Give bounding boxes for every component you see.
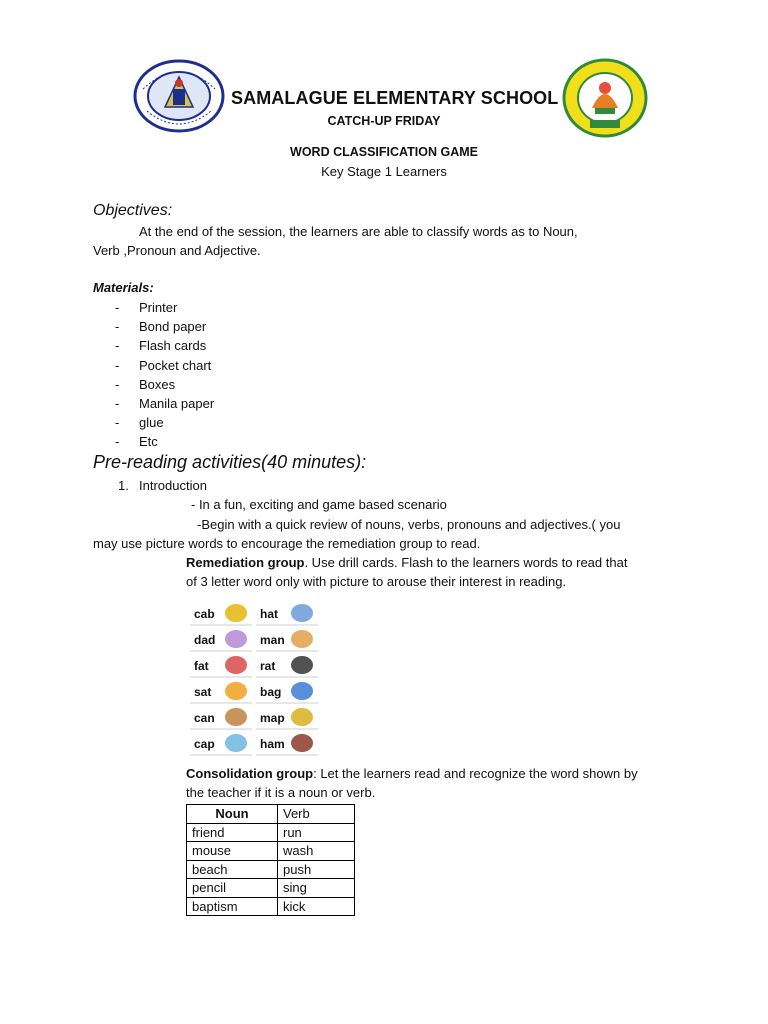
pre-reading-heading: Pre-reading activities(40 minutes): bbox=[93, 452, 367, 472]
noun-cell: baptism bbox=[187, 897, 278, 916]
objectives-text-line1: At the end of the session, the learners are able to classify words as to Noun, bbox=[139, 224, 578, 239]
drill-card-word: map bbox=[260, 711, 285, 725]
verb-cell: wash bbox=[278, 842, 355, 861]
noun-cell: mouse bbox=[187, 842, 278, 861]
drill-card-picture-icon bbox=[291, 734, 313, 752]
drill-card-word: cab bbox=[194, 607, 215, 621]
verb-cell: push bbox=[278, 860, 355, 879]
verb-cell: sing bbox=[278, 879, 355, 898]
consolidation-label: Consolidation group bbox=[186, 766, 314, 781]
table-row bbox=[187, 897, 355, 916]
remediation-line1: Remediation group. Use drill cards. Flash to the learners words to read that bbox=[186, 555, 628, 570]
drill-card-picture-icon bbox=[291, 630, 313, 648]
drill-card-word: man bbox=[260, 633, 285, 647]
remediation-label: Remediation group bbox=[186, 555, 305, 570]
list-item: - Flash cards bbox=[115, 338, 207, 354]
intro-label: Introduction bbox=[139, 478, 207, 493]
noun-cell: pencil bbox=[187, 879, 278, 898]
noun-verb-table bbox=[186, 804, 355, 916]
drill-card-word: ham bbox=[260, 737, 285, 751]
list-item: - Etc bbox=[115, 434, 158, 450]
objectives-text-line2: Verb ,Pronoun and Adjective. bbox=[93, 243, 261, 258]
verb-cell: kick bbox=[278, 897, 355, 916]
drill-cards-image bbox=[190, 600, 320, 756]
noun-cell: beach bbox=[187, 860, 278, 879]
drill-card-picture-icon bbox=[225, 734, 247, 752]
noun-cell: friend bbox=[187, 823, 278, 842]
list-item: - glue bbox=[115, 415, 164, 431]
drill-card-word: rat bbox=[260, 659, 276, 673]
drill-card-word: cap bbox=[194, 737, 215, 751]
intro-number: 1. bbox=[118, 478, 129, 493]
drill-card-word: dad bbox=[194, 633, 216, 647]
game-title: WORD CLASSIFICATION GAME bbox=[290, 145, 478, 159]
list-item: - Printer bbox=[115, 300, 178, 315]
list-item: - Bond paper bbox=[115, 319, 207, 335]
drill-card-picture-icon bbox=[291, 708, 313, 726]
drill-card-picture-icon bbox=[225, 682, 247, 700]
drill-card-picture-icon bbox=[225, 656, 247, 674]
table-row bbox=[187, 842, 355, 861]
drill-card-word: hat bbox=[260, 607, 278, 621]
drill-card-picture-icon bbox=[225, 604, 247, 622]
intro-bullet-1: - In a fun, exciting and game based scenario bbox=[191, 497, 447, 512]
remediation-line2: of 3 letter word only with picture to arouse their interest in reading. bbox=[186, 574, 567, 589]
drill-card-picture-icon bbox=[291, 604, 313, 622]
table-row bbox=[187, 860, 355, 879]
list-item: - Pocket chart bbox=[115, 357, 212, 373]
list-item: - Manila paper bbox=[115, 395, 215, 411]
table-row bbox=[187, 879, 355, 898]
drill-card-word: sat bbox=[194, 685, 212, 699]
program-subtitle: CATCH-UP FRIDAY bbox=[327, 114, 441, 128]
intro-bullet-2-line2: may use picture words to encourage the remediation group to read. bbox=[93, 536, 481, 551]
table-row bbox=[187, 823, 355, 842]
drill-card-picture-icon bbox=[225, 630, 247, 648]
verb-cell: run bbox=[278, 823, 355, 842]
consolidation-line2: the teacher if it is a noun or verb. bbox=[186, 785, 376, 800]
drill-card-picture-icon bbox=[225, 708, 247, 726]
objectives-heading: Objectives: bbox=[93, 202, 173, 219]
audience-label: Key Stage 1 Learners bbox=[321, 164, 447, 179]
drill-card-picture-icon bbox=[291, 656, 313, 674]
verb-header: Verb bbox=[278, 805, 355, 824]
drill-card-word: bag bbox=[260, 685, 282, 699]
drill-card-picture-icon bbox=[291, 682, 313, 700]
intro-bullet-2-line1: -Begin with a quick review of nouns, verbs, pronouns and adjectives.( you bbox=[197, 517, 621, 532]
list-item: - Boxes bbox=[115, 376, 176, 392]
school-name: SAMALAGUE ELEMENTARY SCHOOL bbox=[231, 88, 559, 108]
materials-list bbox=[93, 298, 214, 452]
drill-card-word: can bbox=[194, 711, 215, 725]
noun-header: Noun bbox=[187, 805, 278, 824]
table-header-row bbox=[187, 805, 355, 824]
drill-card-word: fat bbox=[194, 659, 209, 673]
materials-heading: Materials: bbox=[93, 280, 154, 295]
consolidation-line1: Consolidation group: Let the learners read and recognize the word shown by bbox=[186, 766, 638, 781]
